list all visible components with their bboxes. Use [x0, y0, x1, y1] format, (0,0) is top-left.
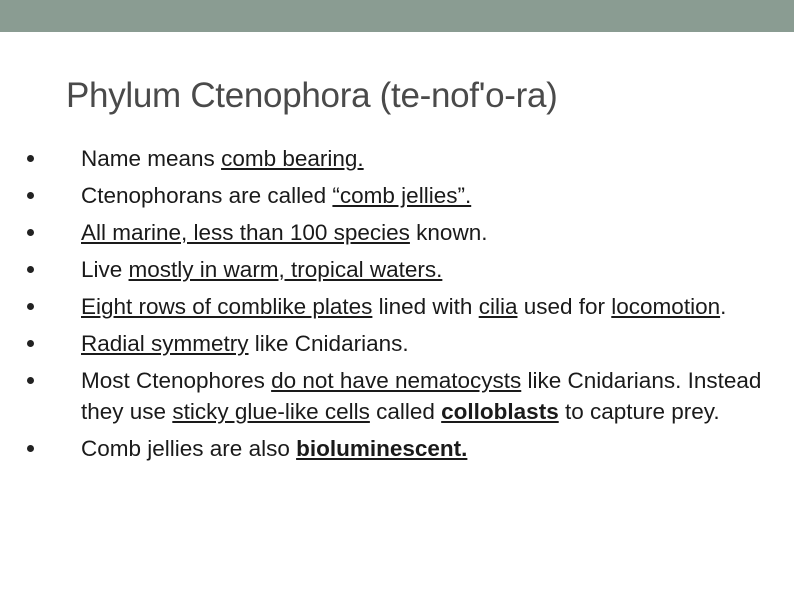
bullet-text-run: known. [409, 220, 488, 245]
bullet-text-run: lined with [372, 294, 479, 319]
bullet-text-run: . [720, 294, 727, 319]
bullet-text-run: Radial symmetry [81, 331, 249, 356]
bullet-text-run: Live [81, 257, 129, 282]
bullet-text-run: used for [517, 294, 612, 319]
bullet-text-run: like Cnidarians. Instead they use [81, 368, 762, 424]
bullet-text-run: Comb jellies are also [81, 436, 297, 461]
bullet-text-run: colloblasts [441, 399, 559, 424]
bullet-item [26, 365, 766, 427]
bullet-text-run: “comb jellies”. [332, 183, 472, 208]
slide-title: Phylum Ctenophora (te-nof'o-ra) [66, 76, 558, 115]
bullet-text-run: locomotion [611, 294, 721, 319]
bullet-item [26, 433, 766, 464]
bullet-dot-icon [27, 229, 34, 236]
bullet-text-run: comb bearing. [221, 146, 364, 171]
top-accent-bar [0, 0, 794, 32]
bullet-item [26, 254, 766, 285]
bullet-item [26, 291, 766, 322]
bullet-item [26, 328, 766, 359]
bullet-dot-icon [27, 303, 34, 310]
bullet-text-run: called [369, 399, 442, 424]
bullet-text-run: sticky glue-like cells [172, 399, 370, 424]
bullet-text-run: Eight rows of comblike plates [81, 294, 373, 319]
bullet-item [26, 217, 766, 248]
bullet-text-run: do not have nematocysts [271, 368, 522, 393]
bullet-text-run: bioluminescent. [296, 436, 468, 461]
bullet-text-run: mostly in warm, tropical waters. [128, 257, 443, 282]
bullet-text-run: to capture prey. [558, 399, 720, 424]
bullet-item [26, 180, 766, 211]
bullet-text-run: All marine, less than 100 species [81, 220, 410, 245]
bullet-text-run: Ctenophorans are called [81, 183, 333, 208]
bullet-list [26, 143, 766, 470]
bullet-dot-icon [27, 445, 34, 452]
bullet-text-run: Name means [81, 146, 222, 171]
bullet-dot-icon [27, 340, 34, 347]
bullet-dot-icon [27, 266, 34, 273]
bullet-text-run: Most Ctenophores [81, 368, 272, 393]
bullet-dot-icon [27, 377, 34, 384]
bullet-dot-icon [27, 155, 34, 162]
bullet-dot-icon [27, 192, 34, 199]
bullet-text-run: cilia [478, 294, 518, 319]
bullet-item [26, 143, 766, 174]
bullet-text-run: like Cnidarians. [248, 331, 409, 356]
